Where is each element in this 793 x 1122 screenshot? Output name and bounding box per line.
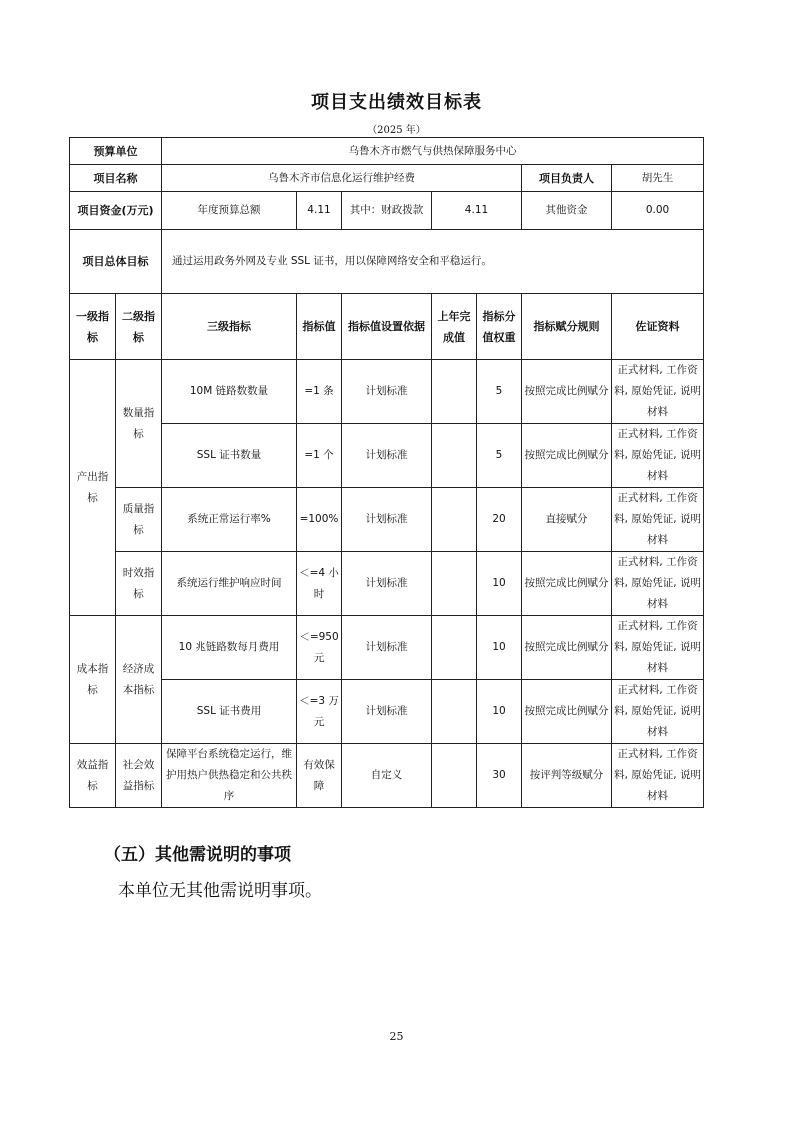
indicator-weight: 20 (477, 488, 522, 552)
overall-goal-value: 通过运用政务外网及专业 SSL 证书，用以保障网络安全和平稳运行。 (162, 230, 704, 294)
indicator-weight: 10 (477, 616, 522, 680)
indicator-basis: 计划标准 (342, 360, 432, 424)
indicator-weight: 5 (477, 360, 522, 424)
fiscal-allocation-value: 4.11 (432, 192, 522, 230)
header-level2: 二级指标 (116, 294, 162, 360)
budget-unit-value: 乌鲁木齐市燃气与供热保障服务中心 (162, 138, 704, 165)
header-last-year: 上年完成值 (432, 294, 477, 360)
header-weight: 指标分值权重 (477, 294, 522, 360)
group-quality: 质量指标 (116, 488, 162, 552)
project-name-value: 乌鲁木齐市信息化运行维护经费 (162, 165, 522, 192)
group-benefit: 效益指标 (70, 744, 116, 808)
page-title: 项目支出绩效目标表 (311, 92, 482, 113)
indicator-last-year (432, 360, 477, 424)
table-row (70, 424, 704, 488)
indicator-rule: 按评判等级赋分 (522, 744, 612, 808)
header-basis: 指标值设置依据 (342, 294, 432, 360)
indicator-last-year (432, 552, 477, 616)
header-evidence: 佐证资料 (612, 294, 704, 360)
table-row (70, 552, 704, 616)
indicator-last-year (432, 680, 477, 744)
indicator-last-year (432, 488, 477, 552)
indicator-evidence: 正式材料, 工作资料, 原始凭证, 说明材料 (612, 424, 704, 488)
indicator-basis: 计划标准 (342, 552, 432, 616)
indicator-basis: 计划标准 (342, 424, 432, 488)
indicator-value: =100% (297, 488, 342, 552)
indicator-rule: 按照完成比例赋分 (522, 424, 612, 488)
table-row (70, 744, 704, 808)
indicator-weight: 5 (477, 424, 522, 488)
indicator-name: 系统正常运行率% (162, 488, 297, 552)
indicator-weight: 10 (477, 552, 522, 616)
table-row (70, 680, 704, 744)
indicator-name: SSL 证书费用 (162, 680, 297, 744)
group-cost: 成本指标 (70, 616, 116, 744)
table-row (70, 360, 704, 424)
indicator-value: =1 条 (297, 360, 342, 424)
group-social: 社会效益指标 (116, 744, 162, 808)
indicator-evidence: 正式材料, 工作资料, 原始凭证, 说明材料 (612, 744, 704, 808)
budget-unit-label: 预算单位 (70, 138, 162, 165)
performance-table (69, 137, 704, 808)
project-funds-label: 项目资金(万元) (70, 192, 162, 230)
indicator-last-year (432, 424, 477, 488)
indicator-rule: 按照完成比例赋分 (522, 616, 612, 680)
indicator-name: 系统运行维护响应时间 (162, 552, 297, 616)
annual-budget-label: 年度预算总额 (162, 192, 297, 230)
indicator-basis: 计划标准 (342, 488, 432, 552)
indicator-value: ＜=3 万元 (297, 680, 342, 744)
indicator-evidence: 正式材料, 工作资料, 原始凭证, 说明材料 (612, 488, 704, 552)
indicator-evidence: 正式材料, 工作资料, 原始凭证, 说明材料 (612, 360, 704, 424)
other-funds-value: 0.00 (612, 192, 704, 230)
indicator-value: 有效保障 (297, 744, 342, 808)
indicator-basis: 自定义 (342, 744, 432, 808)
overall-goal-label: 项目总体目标 (70, 230, 162, 294)
group-quantity: 数量指标 (116, 360, 162, 488)
indicator-rule: 按照完成比例赋分 (522, 552, 612, 616)
project-name-label: 项目名称 (70, 165, 162, 192)
group-output: 产出指标 (70, 360, 116, 616)
header-level1: 一级指标 (70, 294, 116, 360)
indicator-name: SSL 证书数量 (162, 424, 297, 488)
indicator-rule: 直接赋分 (522, 488, 612, 552)
indicator-evidence: 正式材料, 工作资料, 原始凭证, 说明材料 (612, 616, 704, 680)
indicator-basis: 计划标准 (342, 616, 432, 680)
indicator-rule: 按照完成比例赋分 (522, 680, 612, 744)
indicator-value: ＜=950 元 (297, 616, 342, 680)
header-value: 指标值 (297, 294, 342, 360)
project-manager-value: 胡先生 (612, 165, 704, 192)
other-funds-label: 其他资金 (522, 192, 612, 230)
indicator-rule: 按照完成比例赋分 (522, 360, 612, 424)
section-heading: （五）其他需说明的事项 (104, 845, 291, 865)
indicator-last-year (432, 744, 477, 808)
indicator-name: 10M 链路数数量 (162, 360, 297, 424)
table-row (70, 616, 704, 680)
indicator-weight: 10 (477, 680, 522, 744)
header-scoring: 指标赋分规则 (522, 294, 612, 360)
annual-budget-value: 4.11 (297, 192, 342, 230)
page-number: 25 (389, 1030, 404, 1043)
project-manager-label: 项目负责人 (522, 165, 612, 192)
section-body: 本单位无其他需说明事项。 (118, 881, 322, 901)
indicator-weight: 30 (477, 744, 522, 808)
indicator-name: 10 兆链路数每月费用 (162, 616, 297, 680)
year-label: （2025 年） (367, 125, 426, 136)
group-timeliness: 时效指标 (116, 552, 162, 616)
indicator-evidence: 正式材料, 工作资料, 原始凭证, 说明材料 (612, 552, 704, 616)
fiscal-allocation-label: 其中：财政拨款 (342, 192, 432, 230)
indicator-evidence: 正式材料, 工作资料, 原始凭证, 说明材料 (612, 680, 704, 744)
indicator-value: ＜=4 小时 (297, 552, 342, 616)
group-economic: 经济成本指标 (116, 616, 162, 744)
header-level3: 三级指标 (162, 294, 297, 360)
indicator-basis: 计划标准 (342, 680, 432, 744)
indicator-value: =1 个 (297, 424, 342, 488)
indicator-name: 保障平台系统稳定运行，维护用热户供热稳定和公共秩序 (162, 744, 297, 808)
table-row (70, 488, 704, 552)
indicator-last-year (432, 616, 477, 680)
